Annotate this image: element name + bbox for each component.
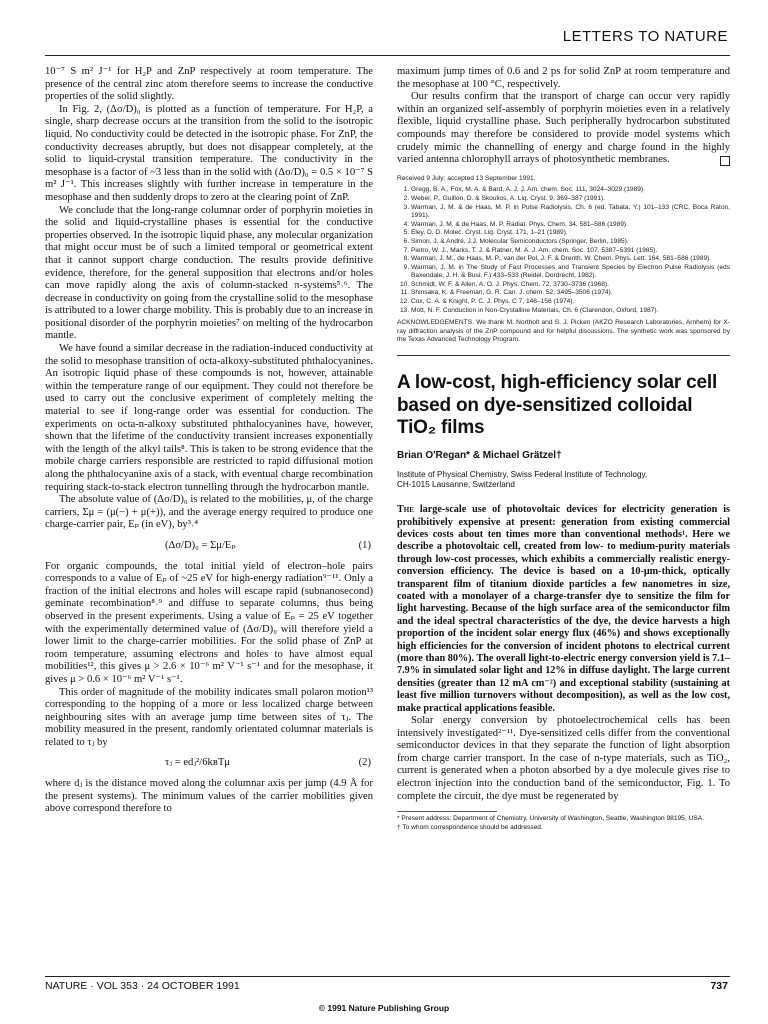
paragraph: We conclude that the long-range columnar order of porphyrin moieties in the solid and liquid-crystalline phases is essential for the conductive properties observed. In the isotropic liquid phase, any molecular organization that might occur must be of such a limited temporal or geometrical extent that it cannot support charge conduction. The results provide definitive evidence, therefore, for the general supposition that electrons and/or holes can move rapidly along the axis of column-stacked π-systems⁵˒⁶. The decrease in conductivity on going from the crystalline solid to the mesophase is attributed to a lower charge mobility. This is probably due to an increase in positional disorder of the porphyrin moieties⁷ on melting of the hydrocarbon mantle. bbox=[45, 204, 373, 342]
affiliation-line: Institute of Physical Chemistry, Swiss Federal Institute of Technology, bbox=[397, 470, 648, 480]
paragraph: We have found a similar decrease in the radiation-induced conductivity at the solid to mesophase transition of octa-alkoxy-substituted phthalocyanines. An isotropic liquid phase of these compounds is not, however, attainable within the temperature range of our equipment. They could not therefore be used to carry out the conclusive experiment of completely melting the material to see if long-range order was essential for conduction. The experiments on octa-n-alkoxy substituted phthalocyanines have, however, shown that the lifetime of the conductivity transient increases exponentially with the length of the alkyl tails⁸. This is taken to be strong evidence that the mobile charge carriers responsible are restricted to rapid diffusional motion along the phthalocyanine axis of a stack, with eventual charge recombination requiring stack-to-stack electron tunnelling through the hydrocarbon mantle. bbox=[45, 343, 373, 493]
footer-rule bbox=[45, 976, 730, 977]
paragraph-text: Our results confirm that the transport of charge can occur very rapidly within an organized self-assembly of porphyrin moieties even in a relatively flexible, liquid crystalline phase. Such peripherally hydrocarbon substituted compounds may therefore be considered to provide model systems which crudely mimic the channelling of energy and charge found in the highly varied antenna chlorophyll arrays of photosynthetic membranes. bbox=[397, 91, 730, 166]
paragraph: maximum jump times of 0.6 and 2 ps for solid ZnP at room temperature and the mesophase at 100 °C, respectively. bbox=[397, 66, 730, 90]
reference-item: 10. Schmidt, W. F. & Allen, A. O. J. Phys. Chem. 72, 3730–3736 (1968). bbox=[411, 281, 730, 290]
affiliation-line: CH-1015 Lausanne, Switzerland bbox=[397, 480, 515, 490]
article-authors: Brian O'Regan* & Michael Grätzel† bbox=[397, 449, 562, 461]
paragraph: This order of magnitude of the mobility indicates small polaron motion¹³ corresponding to the hopping of a more or less localized charge between neighbouring sites with an average jump time between sites of τⱼ. The mobility measured in the present, randomly orientated columnar materials is related to τⱼ by bbox=[45, 686, 373, 748]
left-column bbox=[45, 66, 373, 816]
equation-1 bbox=[45, 540, 373, 553]
paragraph: 10⁻⁷ S m² J⁻¹ for H₂P and ZnP respectively at room temperature. The presence of the central zinc atom therefore seems to increase the conductive properties of the solid slightly. bbox=[45, 66, 373, 103]
paragraph: where dⱼ is the distance moved along the columnar axis per jump (4.9 Å for the present systems). The minimum values of the carrier mobilities given above correspond therefore to bbox=[45, 778, 373, 815]
reference-item: 5. Eley, D. D. Molec. Cryst. Liq. Cryst. 171, 1–21 (1989). bbox=[411, 229, 730, 238]
reference-item: 6. Simon, J. & André, J.J. Molecular Semiconductors (Springer, Berlin, 1985). bbox=[411, 238, 730, 247]
equation-2 bbox=[45, 757, 373, 770]
paragraph bbox=[397, 91, 730, 167]
paragraph: The absolute value of (Δσ/D)₀ is related to the mobilities, μ, of the charge carriers, Σμ = (μ(−) + μ(+)), and the average energy required to produce one charge-carrier pair, Eₚ (in eV), by³˒⁴ bbox=[45, 494, 373, 531]
reference-item: 4. Warman, J. M. & de Haas, M. P. Radiat. Phys. Chem. 34, 581–586 (1989). bbox=[411, 221, 730, 230]
equation-number: (1) bbox=[358, 539, 371, 551]
reference-item: 1. Gregg, B. A., Fox, M. A. & Bard, A. J. J. Am. chem. Soc. 111, 3024–3029 (1989). bbox=[411, 186, 730, 195]
running-head: LETTERS TO NATURE bbox=[562, 28, 728, 45]
article-affiliation bbox=[397, 470, 730, 490]
paragraph: Solar energy conversion by photoelectrochemical cells has been intensively investigated²⁻¹¹. Dye-sensitized cells differ from the conventional semiconductor devices in that they separate the function of light absorption from charge carrier transport. In the case of n-type materials, such as TiO₂, current is generated when a photon absorbed by a dye molecule gives rise to electron injection into the conduction band of the semiconductor, Fig. 1. To complete the circuit, the dye must be regenerated by bbox=[397, 715, 730, 802]
article-abstract bbox=[397, 504, 730, 715]
paragraph: In Fig. 2, (Δσ/D)₀ is plotted as a function of temperature. For H₂P, a single, sharp decrease occurs at the transition from the solid to the isotropic liquid. No conductivity could be detected in the isotropic phase. For ZnP, the conductivity decreases abruptly, but does not disappear completely, at the solid to liquid-crystal transition temperature. The conductivity in the mesophase is a factor of ~3 less than in the solid with (Δσ/D)₀ = 0.5 × 10⁻⁷ S m² J⁻¹. This increases slightly with further increase in temperature in the mesophase and then suddenly drops to zero at the clearing point of ZnP. bbox=[45, 103, 373, 203]
header-rule bbox=[45, 55, 730, 56]
copyright-notice: © 1991 Nature Publishing Group bbox=[318, 1003, 450, 1013]
reference-item: 3. Warman, J. M. & de Haas, M. P. in Pulse Radiolysis, Ch. 6 (ed. Tabata, Y.) 101–133 (CRC, Boca Raton, 1991). bbox=[411, 204, 730, 221]
paragraph: For organic compounds, the total initial yield of electron–hole pairs corresponds to a value of Eₚ of ~25 eV for high-energy radiation⁹⁻¹¹. Only a fraction of the initial electrons and holes will escape rapid (subnanosecond) geminate recombination⁸˒⁹ and diffuse to separate columns, thus being observed in the present experiments. Using a value of Eₚ = 25 eV together with the experimentally determined value of (Δσ/D)₀ will therefore yield a lower limit to the charge-carrier mobilities. For the solid phase of ZnP at room temperature, assuming electrons and holes to have almost equal mobilities¹², this gives μ > 2.6 × 10⁻⁶ m² V⁻¹ s⁻¹ and for the mesophase, it gives μ > 0.6 × 10⁻⁶ m² V⁻¹ s⁻¹. bbox=[45, 560, 373, 685]
reference-list bbox=[397, 186, 730, 315]
journal-citation: NATURE · VOL 353 · 24 OCTOBER 1991 bbox=[45, 980, 240, 992]
section-rule bbox=[397, 355, 730, 356]
reference-item: 7. Pietro, W. J., Marks, T. J. & Ratner, M. A. J. Am. chem. Soc. 107, 5387–5391 (1985). bbox=[411, 247, 730, 256]
abstract-text: large-scale use of photovoltaic devices for electricity generation is prohibitively expensive at present: generation from existing commercial devices costs about ten times more than conventional methods¹. Here we describe a photovoltaic cell, created from low- to medium-purity materials through low-cost processes, which exhibits a commercially realistic energy-conversion efficiency. The device is based on a 10-μm-thick, optically transparent film of titanium dioxide particles a few nanometres in size, coated with a monolayer of a charge-transfer dye to sensitize the film for light harvesting. Because of the high surface area of the semiconductor film and the ideal spectral characteristics of the dye, the device harvests a high proportion of the incident solar energy flux (46%) and shows exceptionally high efficiencies for the conversion of incident photons to electrical current (more than 80%). The overall light-to-electric energy conversion yield is 7.1–7.9% in simulated solar light and 12% in diffuse daylight. The large current densities (greater than 12 mA cm⁻²) and exceptional stability (sustaining at least five million turnovers without decomposition), as well as the low cost, make practical applications feasible. bbox=[397, 504, 730, 714]
abstract-lead: The bbox=[397, 504, 414, 516]
received-dates: Received 9 July; accepted 13 September 1991. bbox=[397, 174, 536, 182]
acknowledgements: ACKNOWLEDGEMENTS. We thank M. Northolt and S. J. Picken (AKZO Research Laboratories, Arnhem) for X-ray diffraction analysis of the ZnP compound and for helpful discussions. The synthetic work was sponsored by the Texas Advanced Technology Program. bbox=[397, 319, 730, 344]
footnote: † To whom correspondence should be addressed. bbox=[397, 823, 543, 831]
equation-text: τⱼ = edⱼ²/6kʙTμ bbox=[165, 757, 230, 769]
footnote: * Present address: Department of Chemistry, University of Washington, Seattle, Washington 98195, USA. bbox=[397, 815, 704, 823]
page-number: 737 bbox=[710, 980, 728, 992]
reference-item: 9. Warman, J. M. in The Study of Fast Processes and Transient Species by Electron Pulse Radiolysis (eds Baxendale, J. H. & Busi, F.) 433–533 (Reidel, Dordrecht, 1982). bbox=[411, 264, 730, 281]
reference-item: 13. Mott, N. F. Conduction in Non-Crystalline Materials, Ch. 6 (Clarendon, Oxford, 1987). bbox=[411, 307, 730, 316]
article-title: A low-cost, high-efficiency solar cell based on dye-sensitized colloidal TiO₂ films bbox=[397, 372, 718, 439]
reference-item: 2. Weber, P., Guillon, D. & Skoulios, A. Liq. Cryst. 9, 369–387 (1991). bbox=[411, 195, 730, 204]
equation-number: (2) bbox=[358, 757, 371, 769]
reference-item: 8. Warman, J. M., de Haas, M. P., van der Pol, J. F. & Drenth, W. Chem. Phys. Lett. 164, 581–586 (1989). bbox=[411, 255, 730, 264]
reference-item: 12. Cox, C. A. & Knight, P. C. J. Phys. C 7, 146–156 (1974). bbox=[411, 298, 730, 307]
footnotes bbox=[397, 811, 704, 832]
end-mark-icon bbox=[720, 156, 730, 166]
right-column bbox=[397, 66, 730, 832]
equation-text: (Δσ/D)₀ = Σμ/Eₚ bbox=[165, 539, 236, 551]
reference-item: 11. Shinsaka, K. & Freeman, G. R. Can. J. chem. 52, 3495–3506 (1974). bbox=[411, 289, 730, 298]
references bbox=[397, 175, 730, 316]
